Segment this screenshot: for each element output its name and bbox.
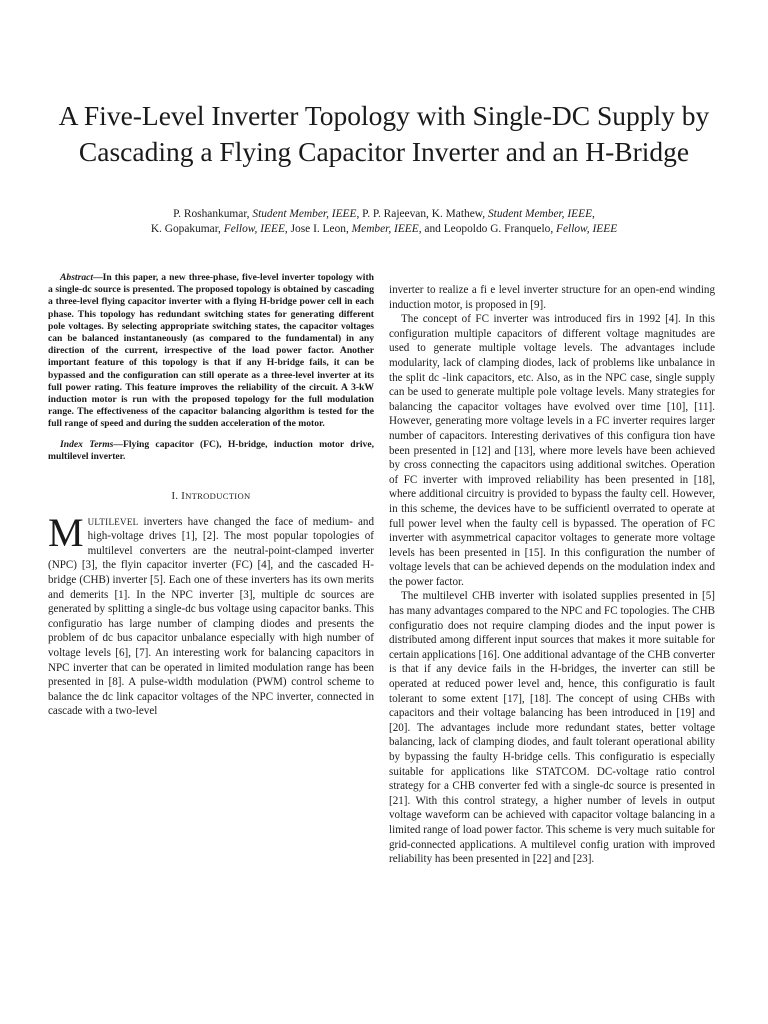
author-name: , and Leopoldo G. Franquelo, (418, 223, 557, 235)
drop-cap: M (48, 509, 84, 555)
author-role: Student Member, IEEE (487, 208, 593, 220)
left-column (48, 272, 374, 719)
author-line-1 (40, 207, 728, 222)
index-terms-label: Index Terms (60, 438, 114, 450)
abstract (48, 272, 374, 431)
author-name: , Jose I. Leon, (284, 223, 352, 235)
intro-text: inverters have changed the face of medium- and high-voltage drives [1], [2]. The most popular topologies of multilevel converters are the neutral-point-clamped inverter (NPC) [3], the flyin capacitor inverter (FC) [4], and the cascaded H-bridge (CHB) inverter [5]. Each one of these inverters has its own merits and demerits [1]. In the NPC inverter [3], multiple dc sources are generated by splitting a single-dc bus voltage using capacitor banks. This configuratio has large number of clamping diodes and presents the problem of dc bus capacitor unbalance especially with high number of voltage levels [6], [7]. An interesting work for balancing capacitors in NPC inverter that can be operated in limited modulation range has been presented in [8]. A pulse-width modulation (PWM) control scheme to balance the dc link capacitor voltages of the NPC inverter, connected in cascade with a two-level (48, 515, 374, 718)
body-paragraph: The concept of FC inverter was introduced firs in 1992 [4]. In this configuration multiple capacitors of different voltage magnitudes are used to generate multiple voltage levels. The advantages include modularity, lack of clamping diodes, lack of problems like unbalance in the split dc -link capacitors, etc. Also, as in the NPC case, single supply can be used to generate multiple pole voltage levels. Many strategies for balancing the capacitor voltages have evolved over time [10], [11]. However, generating more voltage levels in a FC inverter requires larger number of capacitors. Interesting derivatives of this configura tion have been presented in [12] and [13], where more levels have been achieved by cross connecting the capacitors using additional switches. Operation of FC inverter with improved reliability has been presented in [18], where additional circuitry is provided to bypass the faulty cell. However, in this scheme, the devices have to be sufficientl overrated to operate at full power level when the faulty cell is bypassed. The operation of FC inverter with asymmetrical capacitor voltages to generate more voltage levels has been presented in [15]. In this configuration the number of voltage levels that can be achieved depends on the modulation index and the power factor. (389, 313, 715, 588)
author-name: , P. P. Rajeevan, K. Mathew, (356, 208, 488, 220)
author-role: Fellow, IEEE (556, 223, 618, 235)
intro-first-word: ULTILEVEL (87, 516, 139, 527)
author-line-2 (40, 222, 728, 237)
author-role: Student Member, IEEE (252, 208, 357, 220)
body-paragraph: The multilevel CHB inverter with isolated supplies presented in [5] has many advantages compared to the NPC and FC topologies. The CHB configuratio does not require clamping diodes and the input power is distributed among different input sources that makes it more suitable for certain applications [16]. One additional advantage of the CHB converter is that if any device fails in the H-bridges, the inverter can still be operated at reduced power level and, hence, this configuratio is fault tolerant to some extent [17], [18]. The concept of using CHBs with capacitors and their voltage balancing has been introduced in [19] and [20]. The advantages include more redundant states, better voltage balancing, lack of clamping diodes, and fault tolerant operational ability by bypassing the faulty H-bridge cells. This configuratio is especially suitable for applications like STATCOM. DC-voltage ratio control strategy for a CHB converter fed with a single-dc source is presented in [21]. With this control strategy, a higher number of levels in output voltage waveform can be achieved with capacitor voltage balancing in a limited range of load power factor. This scheme is very much suitable for grid-connected applications. A multilevel config uration with improved reliability has been presented in [22] and [23]. (389, 590, 715, 866)
intro-paragraph (48, 509, 374, 719)
right-column (389, 283, 715, 867)
author-name: , (592, 208, 595, 220)
body-paragraph: inverter to realize a fi e level inverter structure for an open-end winding induction motor, is proposed in [9]. (389, 284, 715, 311)
abstract-label: Abstract (60, 272, 94, 283)
index-terms (48, 439, 374, 463)
author-role: Member, IEEE (351, 223, 419, 235)
index-terms-text: —Flying capacitor (FC), H-bridge, induction motor drive, multilevel inverter. (48, 438, 374, 462)
abstract-text: —In this paper, a new three-phase, five-level inverter topology with a single-dc source is presented. The proposed topology is obtained by cascading a three-level flying capacitor inverter with a flying H-bridge power cell in each phase. This topology has redundant switching states for generating different pole voltages. By selecting appropriate switching states, the capacitor voltages can be balanced instantaneously (as compared to the fundamental) in any direction of the current, irrespective of the load power factor. Another important feature of this topology is that if any H-bridge fails, it can be bypassed and the configuration can still operate as a three-level inverter at its full power rating. This feature improves the reliability of the circuit. A 3-kW induction motor is run with the proposed topology for the full modulation range. The effectiveness of the capacitor balancing algorithm is tested for the full range of speed and during the sudden acceleration of the motor. (48, 272, 374, 430)
author-list (40, 207, 728, 237)
author-name: K. Gopakumar, (150, 223, 224, 235)
paper-title: A Five-Level Inverter Topology with Single-DC Supply by Cascading a Flying Capacitor Inverter and an H-Bridge (58, 100, 710, 167)
section-heading-introduction: I. INTRODUCTION (171, 491, 251, 503)
author-name: P. Roshankumar, (173, 208, 253, 220)
author-role: Fellow, IEEE (223, 223, 285, 235)
